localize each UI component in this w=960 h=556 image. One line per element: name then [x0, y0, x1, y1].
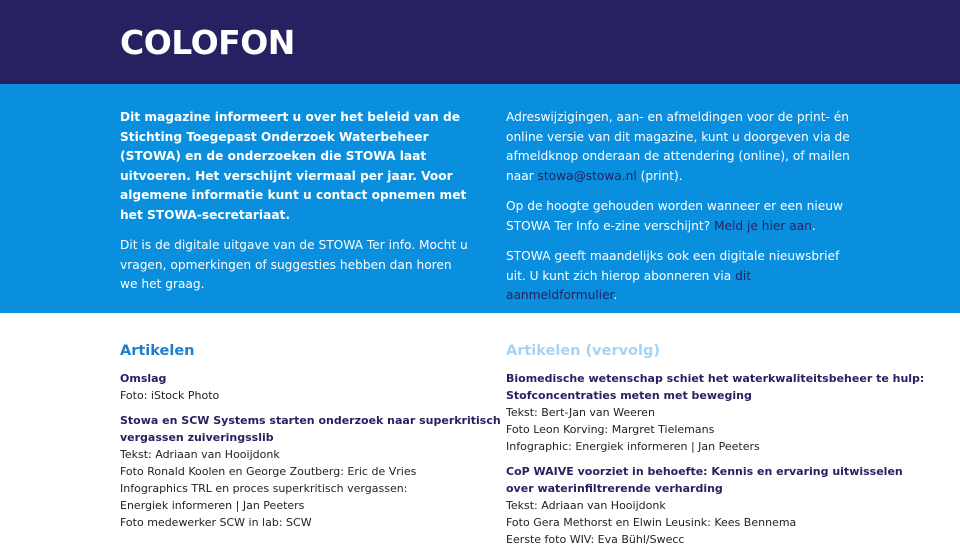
article-credit [506, 463, 903, 548]
article-title: Stofconcentraties meten met beweging [506, 388, 752, 402]
intro-section [0, 84, 960, 313]
articles-continued-heading: Artikelen (vervolg) [506, 343, 660, 359]
email-link[interactable]: stowa@stowa.nl [537, 168, 637, 183]
subscribe-suffix: . [811, 218, 816, 233]
articles-heading: Artikelen [120, 343, 195, 359]
articles-left-column [120, 342, 501, 539]
signup-link[interactable]: Meld je hier aan [713, 218, 812, 233]
credit-line: Foto: iStock Photo [120, 388, 220, 402]
credit-line: Foto Leon Korving: Margret Tielemans [506, 422, 715, 436]
article-credit [506, 370, 925, 455]
article-title: vergassen zuiveringsslib [120, 430, 274, 444]
credit-line: Tekst: Bert-Jan van Weeren [506, 405, 655, 419]
article-credit [120, 412, 501, 531]
article-title: CoP WAIVE voorziet in behoefte: Kennis en ervaring uitwisselen [506, 464, 903, 478]
signup-form-link[interactable]: dit aanmeldformulier [506, 268, 752, 302]
digital-edition-note: Dit is de digitale uitgave van de STOWA Ter info. Mocht u vragen, opmerkingen of suggesties hebben dan horen we het graag. [120, 238, 468, 291]
articles-section [0, 313, 960, 546]
article-credit [120, 370, 470, 404]
credit-line: Eerste foto WIV: Eva Bühl/Swecc [506, 532, 685, 546]
article-title: over waterinfiltrerende verharding [506, 481, 723, 495]
credit-line: Infographics TRL en proces superkritisch vergassen: [120, 481, 408, 495]
address-changes-paragraph [506, 108, 856, 186]
article-title: Biomedische wetenschap schiet het waterkwaliteitsbeheer te hulp: [506, 371, 925, 385]
page-header [0, 0, 960, 84]
intro-left-column [120, 108, 470, 306]
newsletter-suffix: . [613, 288, 618, 302]
article-title: Omslag [120, 371, 167, 385]
credit-line: Foto Ronald Koolen en George Zoutberg: Eric de Vries [120, 464, 417, 478]
credit-line: Tekst: Adriaan van Hooijdonk [120, 447, 280, 461]
address-changes-suffix: (print). [640, 168, 683, 183]
page-title: COLOFON [120, 23, 295, 62]
articles-right-column [506, 342, 925, 556]
newsletter-text: STOWA geeft maandelijks ook een digitale nieuwsbrief uit. U kunt zich hierop abonneren via [506, 249, 840, 283]
newsletter-paragraph [506, 247, 856, 306]
credit-line: Infographic: Energiek informeren | Jan Peeters [506, 439, 760, 453]
article-title: Stowa en SCW Systems starten onderzoek naar superkritisch [120, 413, 501, 427]
credit-line: Tekst: Adriaan van Hooijdonk [506, 498, 666, 512]
address-changes-text: Adreswijzigingen, aan- en afmeldingen voor de print- én online versie van dit magazine, kunt u doorgeven via de afmeldknop onderaan de attendering (online), of mailen naar [506, 110, 850, 183]
intro-description: Dit magazine informeert u over het beleid van de Stichting Toegepast Onderzoek Waterbeheer (STOWA) en de onderzoeken die STOWA laat uitvoeren. Het verschijnt viermaal per jaar. Voor algemene informatie kunt u contact opnemen met het STOWA-secretariaat. [120, 110, 467, 222]
subscribe-paragraph [506, 197, 856, 236]
intro-right-column [506, 108, 856, 317]
subscribe-text: Op de hoogte gehouden worden wanneer er een nieuw STOWA Ter Info e-zine verschijnt? [506, 199, 843, 233]
credit-line: Foto medewerker SCW in lab: SCW [120, 515, 312, 529]
credit-line: Foto Gera Methorst en Elwin Leusink: Kees Bennema [506, 515, 797, 529]
credit-line: Energiek informeren | Jan Peeters [120, 498, 305, 512]
